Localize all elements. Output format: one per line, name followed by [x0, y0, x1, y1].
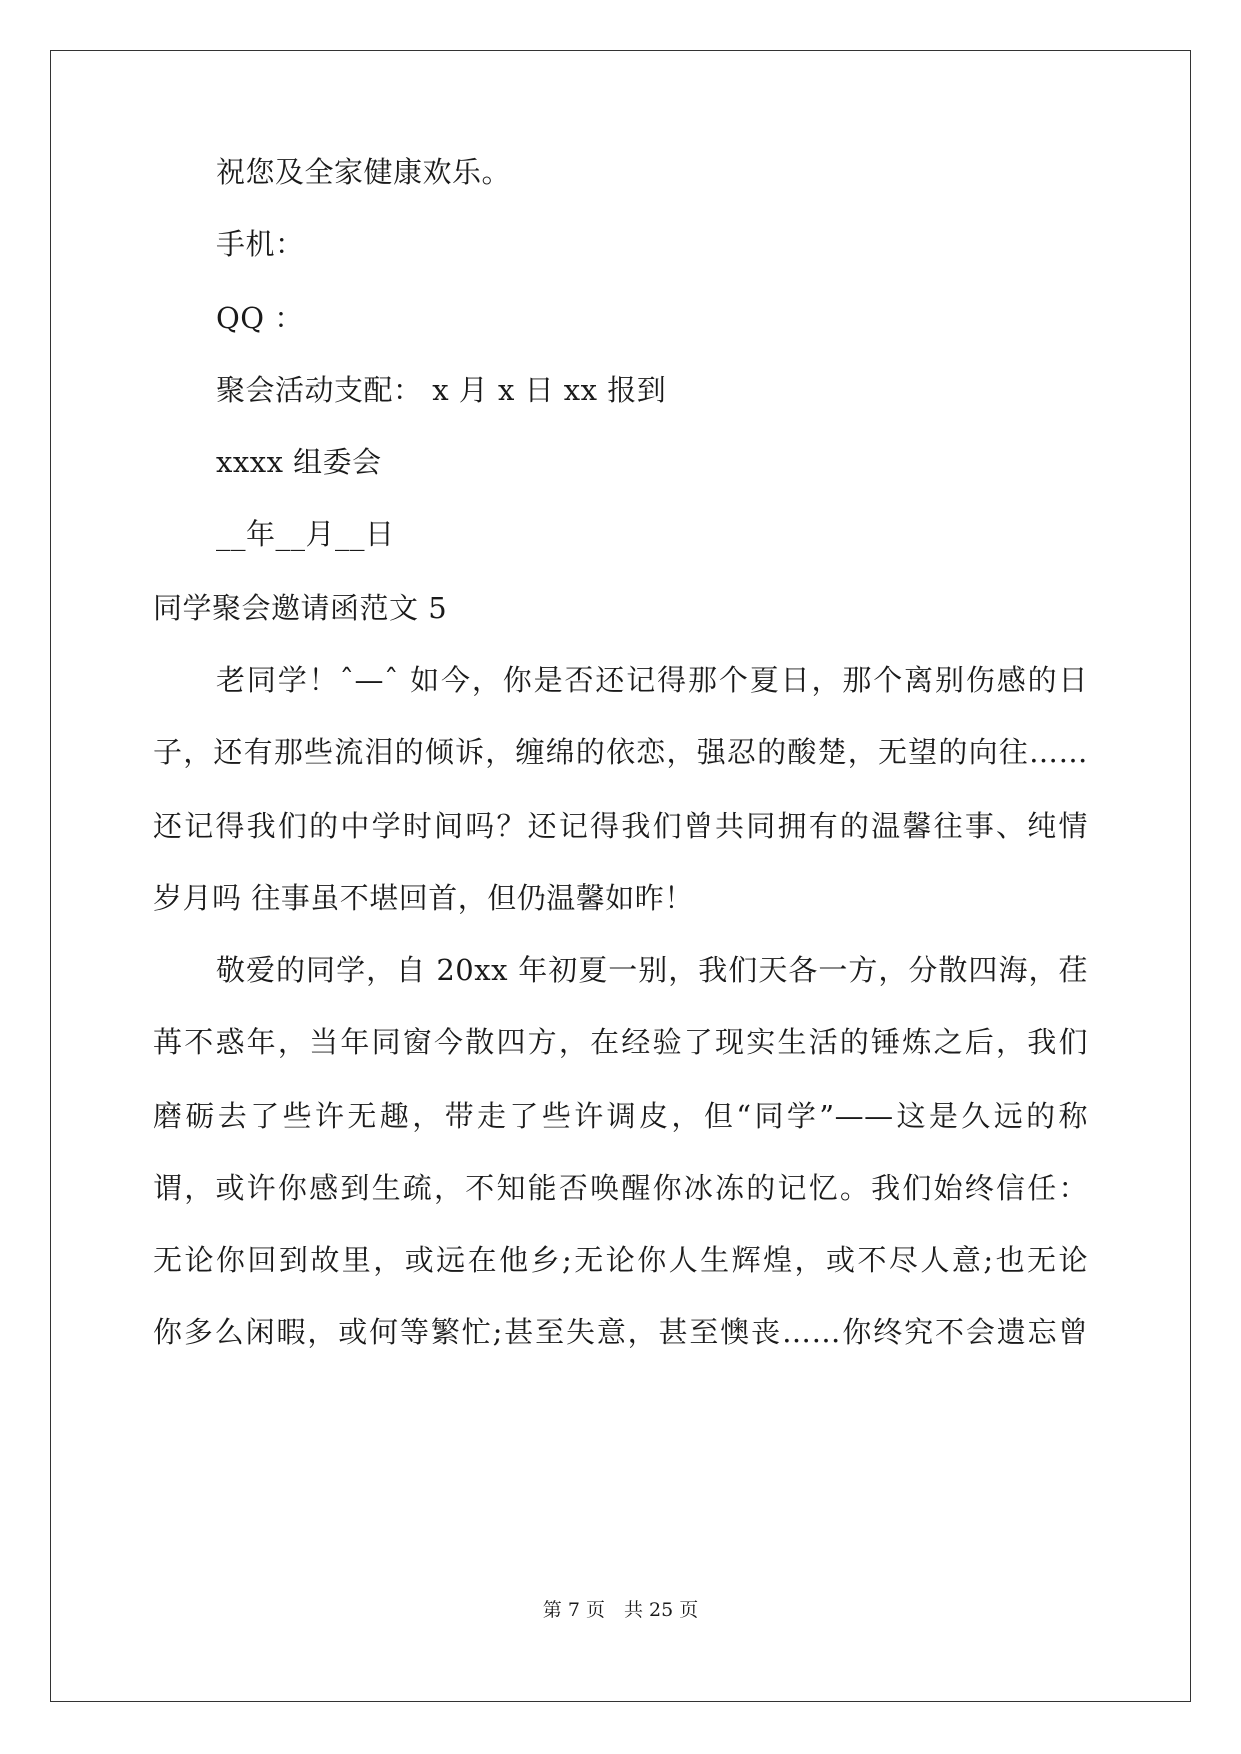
- page-number-footer: 第 7 页 共 25 页: [542, 1599, 699, 1621]
- text-line-schedule: 聚会活动支配： x 月 x 日 xx 报到: [216, 373, 667, 407]
- paragraph-line: 还记得我们的中学时间吗？还记得我们曾共同拥有的温馨往事、纯情: [153, 809, 1088, 843]
- paragraph-line: 磨砺去了些许无趣，带走了些许调皮，但“同学”——这是久远的称: [153, 1099, 1088, 1133]
- paragraph-line: 无论你回到故里，或远在他乡;无论你人生辉煌，或不尽人意;也无论: [153, 1243, 1088, 1277]
- page-border: [50, 50, 1191, 1702]
- paragraph-line: 老同学！ˆ—ˆ 如今，你是否还记得那个夏日，那个离别伤感的日: [216, 663, 1088, 697]
- paragraph-line: 敬爱的同学，自 20xx 年初夏一别，我们天各一方，分散四海，荏: [216, 953, 1088, 987]
- text-line-committee: xxxx 组委会: [216, 445, 382, 479]
- text-line-qq: QQ ：: [216, 301, 304, 335]
- paragraph-line: 谓，或许你感到生疏，不知能否唤醒你冰冻的记忆。我们始终信任：: [153, 1171, 1088, 1205]
- text-line-blessing: 祝您及全家健康欢乐。: [216, 155, 512, 189]
- paragraph-line: 你多么闲暇，或何等繁忙;甚至失意，甚至懊丧……你终究不会遗忘曾: [153, 1315, 1088, 1349]
- paragraph-line: 岁月吗 往事虽不堪回首，但仍温馨如昨！: [153, 881, 694, 915]
- section-heading: 同学聚会邀请函范文 5: [153, 591, 448, 625]
- paragraph-line: 苒不惑年，当年同窗今散四方，在经验了现实生活的锤炼之后，我们: [153, 1025, 1088, 1059]
- text-line-date: __年__月__日: [216, 517, 395, 551]
- text-line-phone: 手机：: [216, 227, 305, 261]
- paragraph-line: 子，还有那些流泪的倾诉，缠绵的依恋，强忍的酸楚，无望的向往……: [153, 735, 1088, 769]
